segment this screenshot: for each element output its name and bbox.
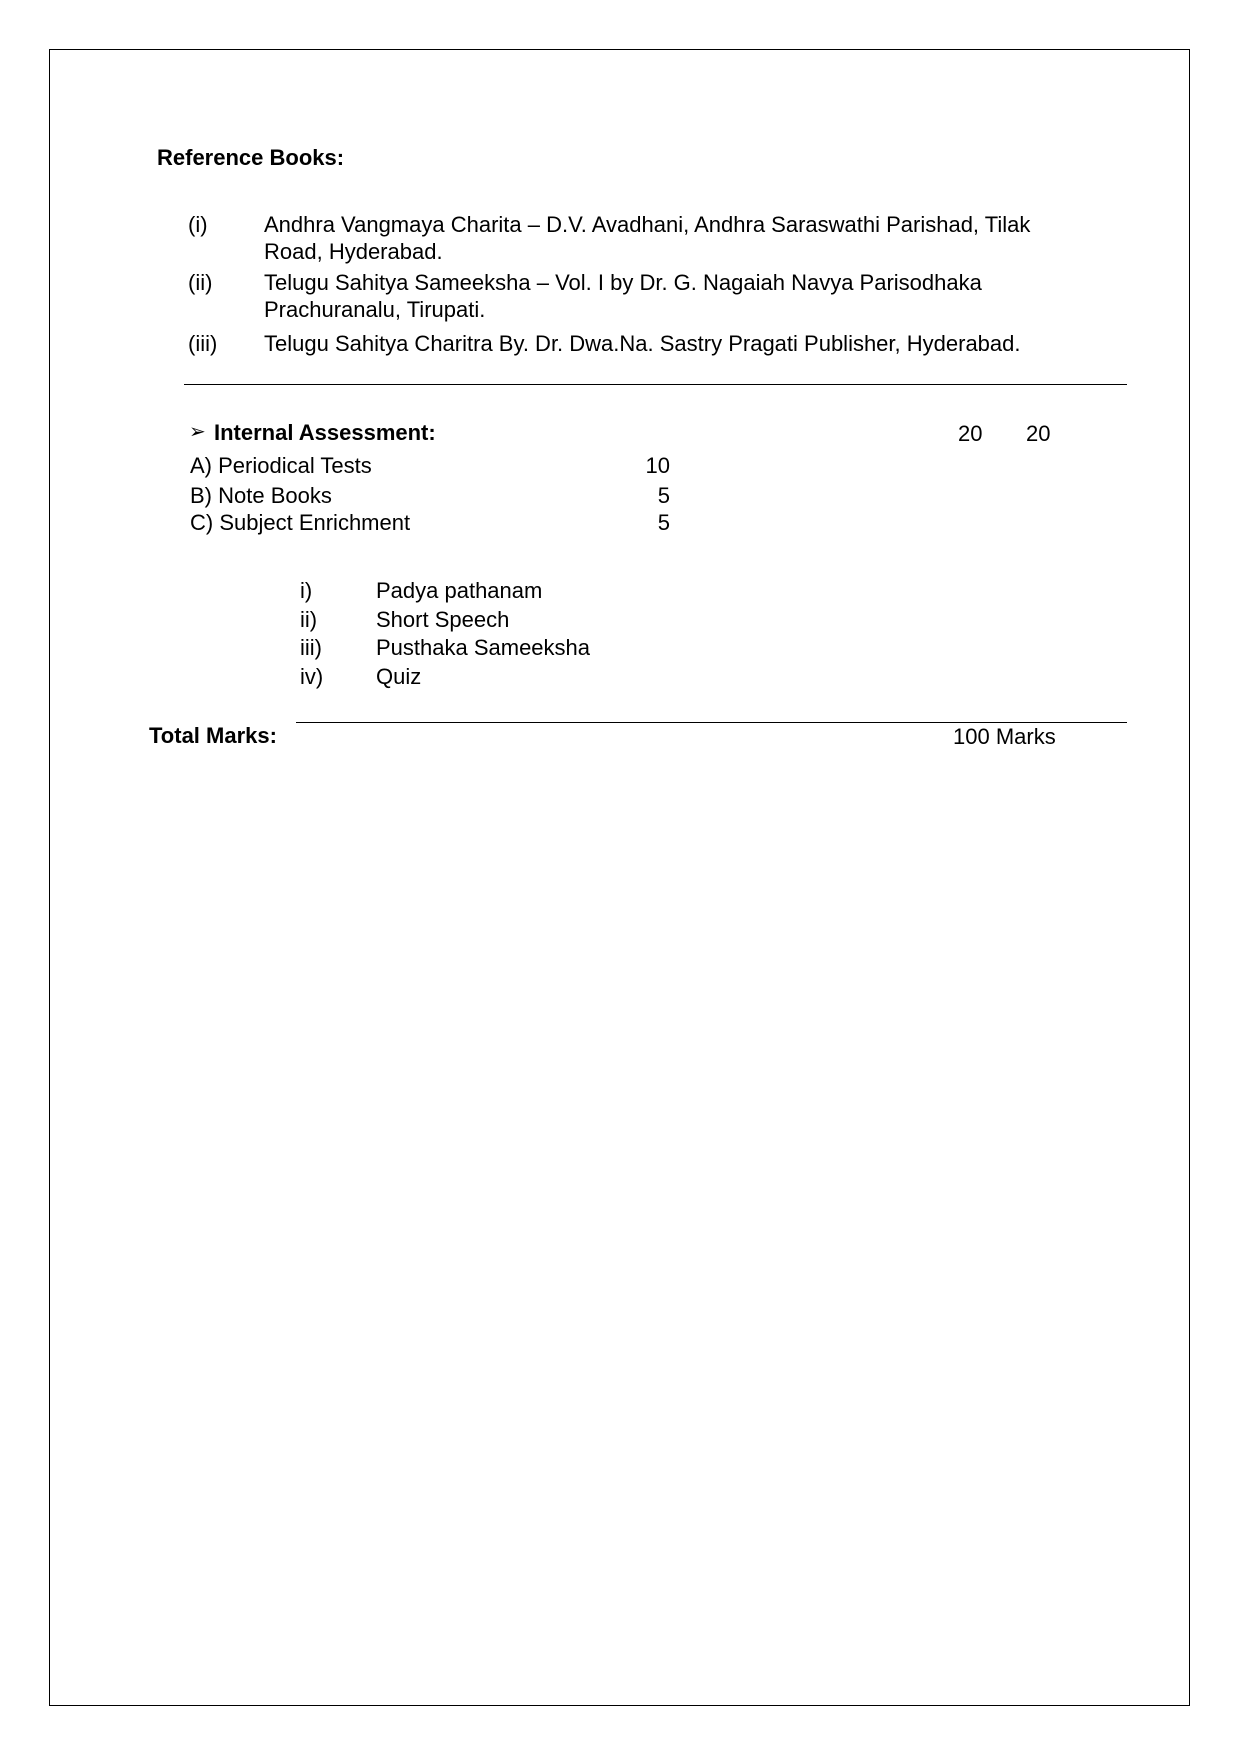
section-divider xyxy=(184,384,1127,385)
reference-item-2-line-1: Telugu Sahitya Sameeksha – Vol. I by Dr. G. Nagaiah Navya Parisodhaka xyxy=(264,270,982,295)
sub-item-label: Short Speech xyxy=(376,607,510,632)
reference-num-3: (iii) xyxy=(188,331,218,356)
assessment-row-marks: 5 xyxy=(657,510,670,535)
assessment-row-marks: 5 xyxy=(657,483,670,508)
sub-item-num: i) xyxy=(300,578,313,603)
reference-item-2-line-2: Prachuranalu, Tirupati. xyxy=(264,297,486,322)
sub-item-label: Quiz xyxy=(376,664,422,689)
sub-item-num: iii) xyxy=(300,635,322,660)
sub-item-num: iv) xyxy=(300,664,324,689)
page-border xyxy=(49,49,1190,1706)
reference-item-1-line-1: Andhra Vangmaya Charita – D.V. Avadhani, Andhra Saraswathi Parishad, Tilak xyxy=(264,212,1031,237)
assessment-row-marks: 10 xyxy=(645,453,670,478)
reference-item-3-line-1: Telugu Sahitya Charitra By. Dr. Dwa.Na. Sastry Pragati Publisher, Hyderabad. xyxy=(264,331,1021,356)
reference-heading: Reference Books: xyxy=(157,145,345,170)
reference-num-2: (ii) xyxy=(188,270,213,295)
total-marks-value: 100 Marks xyxy=(953,724,1056,749)
internal-assessment-col1: 20 xyxy=(958,421,983,446)
assessment-row-label: C) Subject Enrichment xyxy=(190,510,411,535)
sub-item-num: ii) xyxy=(300,607,318,632)
bullet-arrow-icon: ➢ xyxy=(189,421,206,443)
sub-item-label: Padya pathanam xyxy=(376,578,543,603)
sub-item-label: Pusthaka Sameeksha xyxy=(376,635,591,660)
total-marks-label: Total Marks: xyxy=(149,723,277,748)
internal-assessment-col2: 20 xyxy=(1026,421,1051,446)
internal-assessment-heading: Internal Assessment: xyxy=(214,420,436,445)
reference-num-1: (i) xyxy=(188,212,208,237)
assessment-row-label: A) Periodical Tests xyxy=(190,453,372,478)
assessment-row-label: B) Note Books xyxy=(190,483,332,508)
reference-item-1-line-2: Road, Hyderabad. xyxy=(264,239,443,264)
